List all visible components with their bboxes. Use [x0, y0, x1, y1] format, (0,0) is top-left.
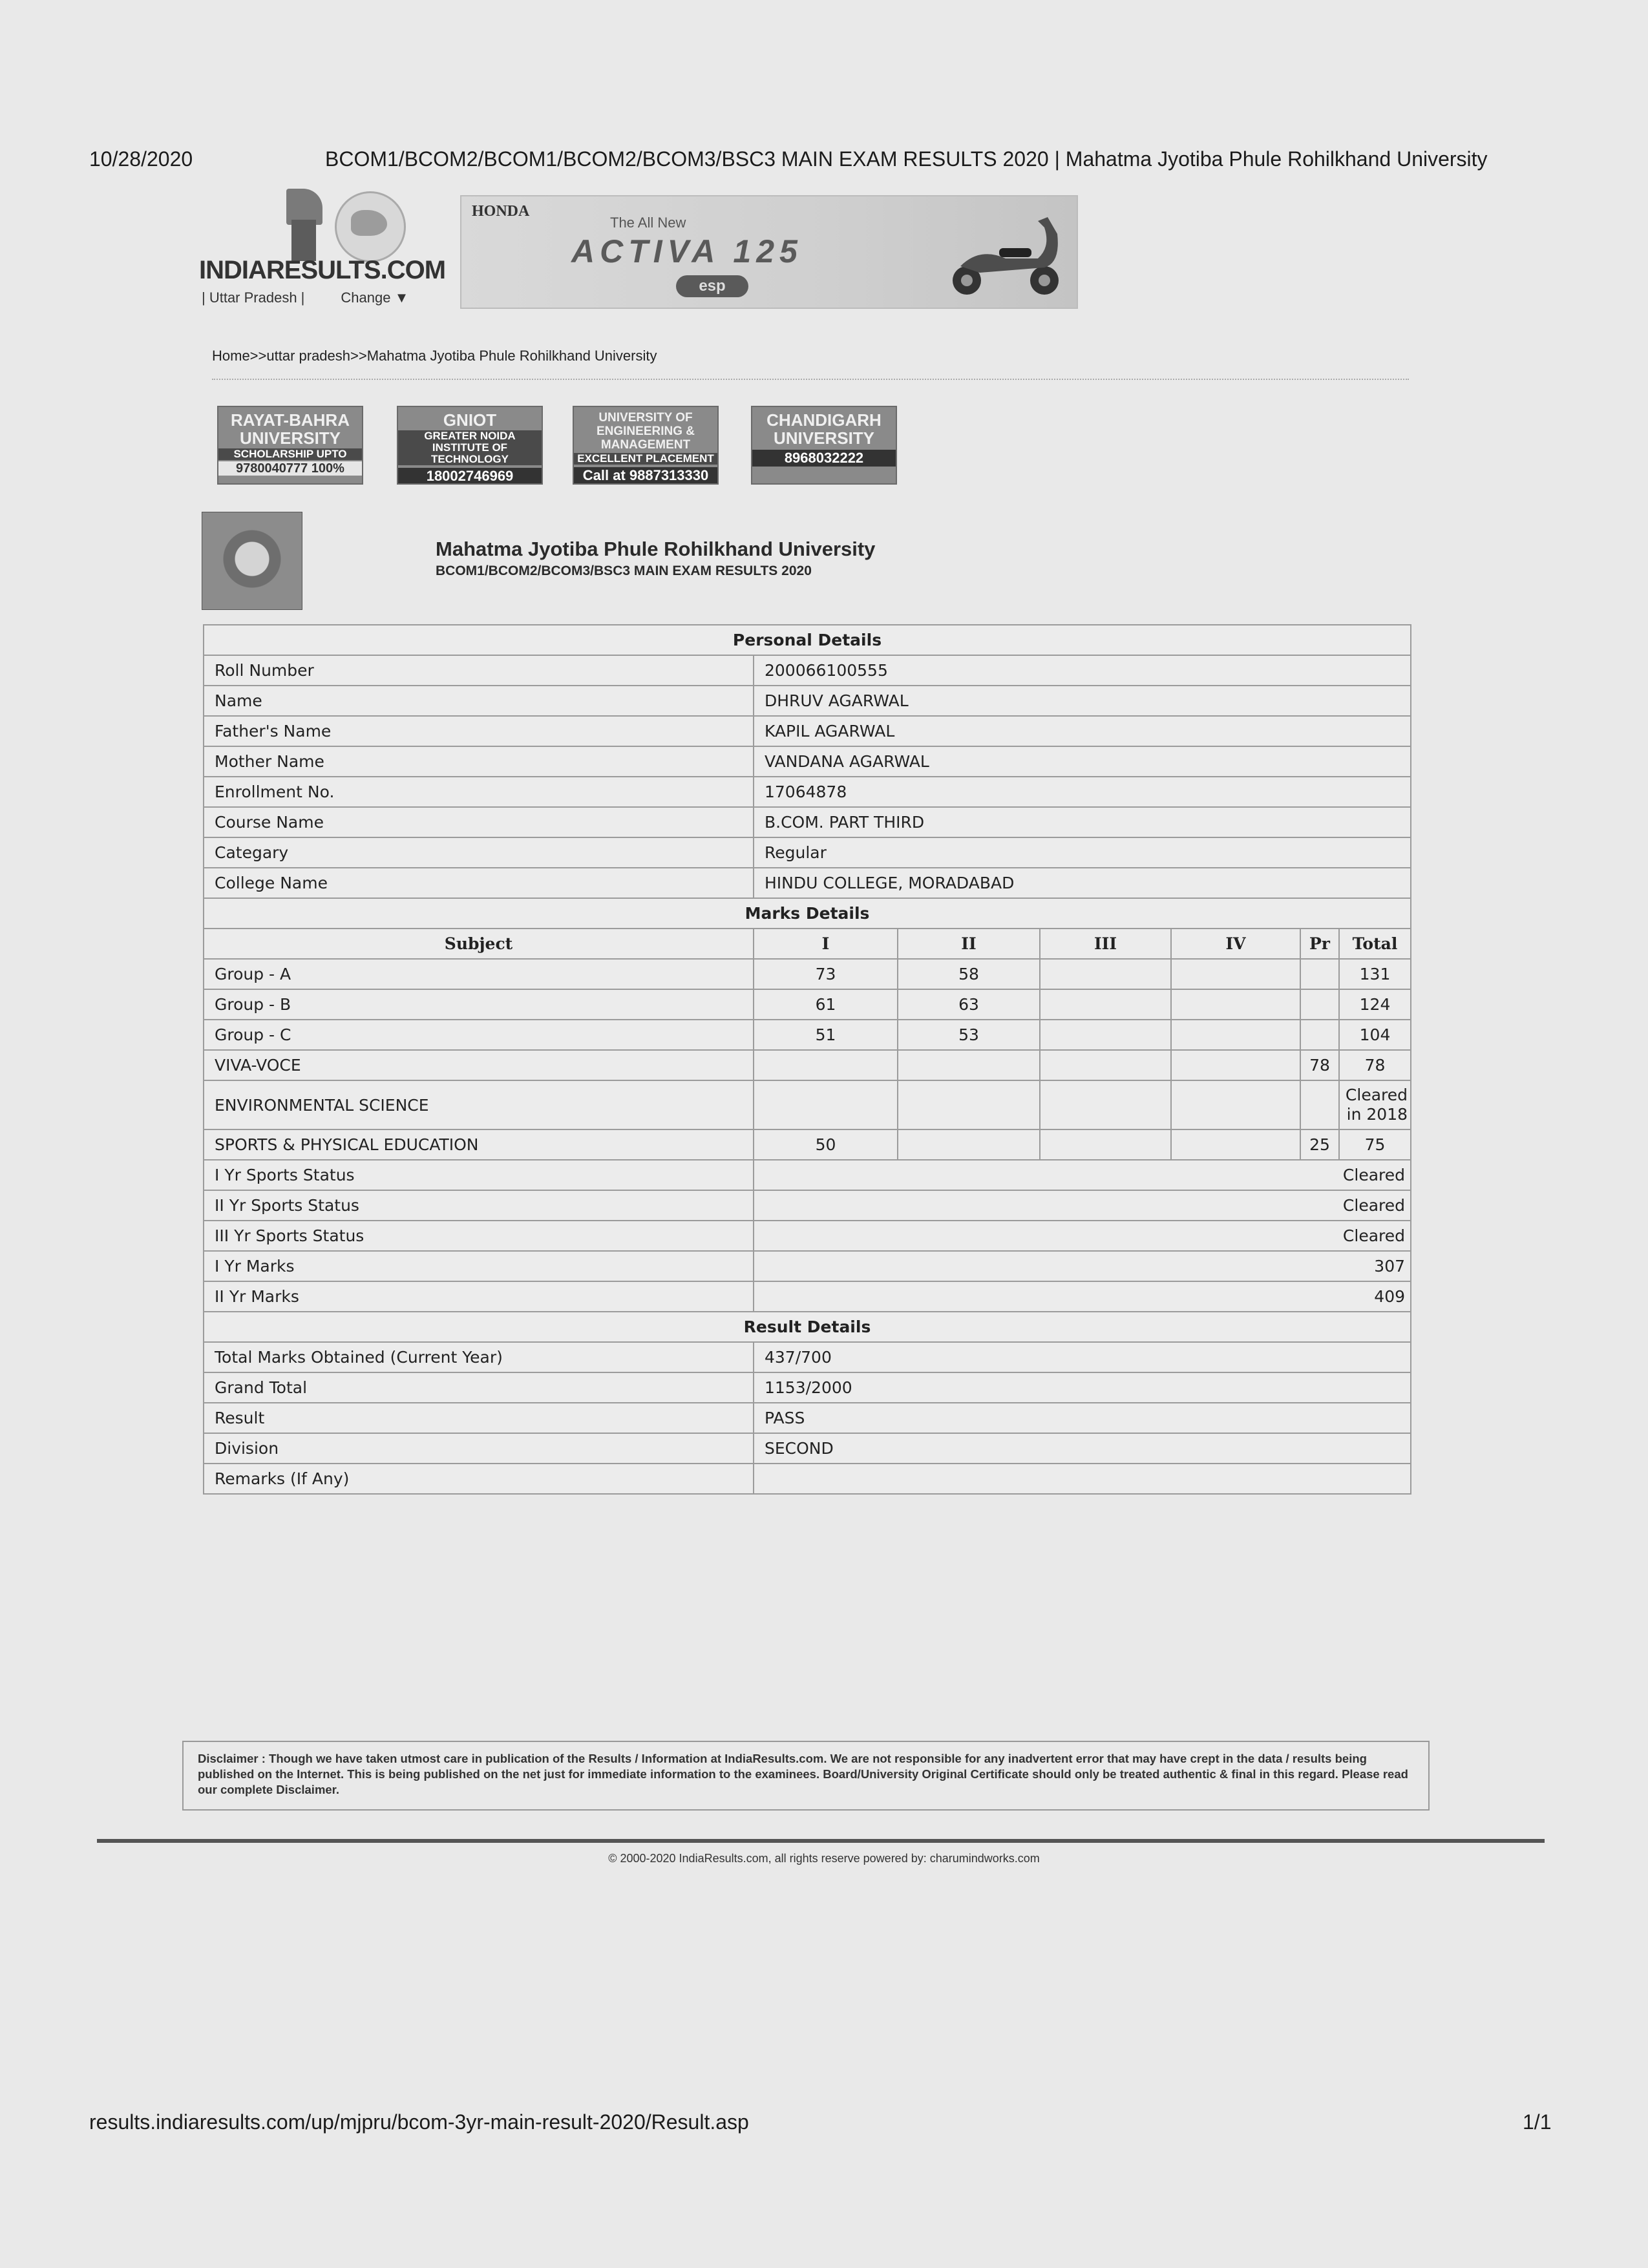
marks-cell: 50 — [754, 1129, 898, 1160]
total-cell: 75 — [1339, 1129, 1411, 1160]
field-label: Name — [204, 686, 754, 716]
field-label: Enrollment No. — [204, 777, 754, 807]
column-header: I — [754, 929, 898, 959]
field-label: I Yr Sports Status — [204, 1160, 754, 1190]
column-header: III — [1040, 929, 1171, 959]
field-value: Cleared — [754, 1160, 1411, 1190]
table-row — [204, 989, 1411, 1020]
table-row — [204, 655, 1411, 686]
field-value: DHRUV AGARWAL — [754, 686, 1411, 716]
breadcrumb[interactable]: Home>>uttar pradesh>>Mahatma Jyotiba Phule Rohilkhand University — [212, 348, 657, 364]
print-url: results.indiaresults.com/up/mjpru/bcom-3yr-main-result-2020/Result.asp — [89, 2110, 749, 2134]
table-row — [204, 1372, 1411, 1403]
field-label: II Yr Marks — [204, 1281, 754, 1312]
ad-uem[interactable] — [573, 406, 719, 485]
subject-name: Group - C — [204, 1020, 754, 1050]
marks-cell — [1171, 959, 1300, 989]
ad-text: SCHOLARSHIP UPTO — [218, 448, 362, 460]
field-value: 17064878 — [754, 777, 1411, 807]
marks-cell — [1171, 1080, 1300, 1129]
field-label: Division — [204, 1433, 754, 1464]
divider — [212, 379, 1409, 380]
field-value: 409 — [754, 1281, 1411, 1312]
table-row — [204, 1403, 1411, 1433]
field-value: VANDANA AGARWAL — [754, 746, 1411, 777]
marks-cell — [754, 1080, 898, 1129]
site-logo-text: INDIARESULTS.COM — [199, 256, 446, 284]
university-seal — [202, 512, 302, 610]
table-row — [204, 1464, 1411, 1494]
ad-phone: 18002746969 — [398, 468, 542, 485]
marks-cell — [1171, 1129, 1300, 1160]
column-header: Total — [1339, 929, 1411, 959]
marks-cell — [898, 1050, 1040, 1080]
marks-cell: 53 — [898, 1020, 1040, 1050]
column-header: Subject — [204, 929, 754, 959]
field-label: College Name — [204, 868, 754, 898]
marks-cell — [754, 1050, 898, 1080]
marks-cell: 58 — [898, 959, 1040, 989]
column-header: Pr — [1300, 929, 1339, 959]
subject-name: Group - B — [204, 989, 754, 1020]
table-row — [204, 807, 1411, 837]
field-value: SECOND — [754, 1433, 1411, 1464]
total-cell: 78 — [1339, 1050, 1411, 1080]
print-date: 10/28/2020 — [89, 147, 193, 171]
field-label: Mother Name — [204, 746, 754, 777]
field-label: Result — [204, 1403, 754, 1433]
table-row — [204, 777, 1411, 807]
marks-cell — [1171, 989, 1300, 1020]
total-cell: Cleared in 2018 — [1339, 1080, 1411, 1129]
section-heading: Marks Details — [204, 898, 1411, 929]
banner-tagline: The All New — [610, 215, 686, 231]
field-label: Remarks (If Any) — [204, 1464, 754, 1494]
copyright: © 2000-2020 IndiaResults.com, all rights reserve powered by: charumindworks.com — [608, 1852, 1040, 1865]
table-row — [204, 1020, 1411, 1050]
marks-cell: 25 — [1300, 1129, 1339, 1160]
scooter-icon — [941, 208, 1070, 299]
marks-cell — [1040, 1080, 1171, 1129]
table-row — [204, 1251, 1411, 1281]
table-row — [204, 1281, 1411, 1312]
banner-badge: esp — [676, 275, 748, 297]
marks-cell: 63 — [898, 989, 1040, 1020]
column-header-row — [204, 929, 1411, 959]
ad-rayat-bahra[interactable] — [217, 406, 363, 485]
field-value: Cleared — [754, 1190, 1411, 1221]
ad-gniot[interactable] — [397, 406, 543, 485]
section-heading: Personal Details — [204, 625, 1411, 655]
total-cell: 124 — [1339, 989, 1411, 1020]
ad-phone: 9780040777 100% — [218, 461, 362, 476]
marks-cell — [1040, 1050, 1171, 1080]
marks-cell — [1040, 989, 1171, 1020]
subject-name: ENVIRONMENTAL SCIENCE — [204, 1080, 754, 1129]
field-value: HINDU COLLEGE, MORADABAD — [754, 868, 1411, 898]
ad-title: UNIVERSITY OF ENGINEERING & MANAGEMENT — [596, 411, 695, 452]
marks-cell: 51 — [754, 1020, 898, 1050]
disclaimer: Disclaimer : Though we have taken utmost care in publication of the Results / Information at IndiaResults.com. We are not responsible for any inadvertent error that may have crept in the data / results being published on the Internet. This is being published on the net just for immediate information to the examinees. Board/University Original Certificate should only be treated authentic & final in this regard. Please read our complete Disclaimer. — [182, 1741, 1430, 1811]
subject-name: Group - A — [204, 959, 754, 989]
field-value: KAPIL AGARWAL — [754, 716, 1411, 746]
subject-name: VIVA-VOCE — [204, 1050, 754, 1080]
ad-phone: Call at 9887313330 — [574, 467, 717, 484]
table-row — [204, 868, 1411, 898]
field-value: Regular — [754, 837, 1411, 868]
marks-cell — [1171, 1020, 1300, 1050]
state-label: | Uttar Pradesh | — [202, 289, 305, 306]
field-value: PASS — [754, 1403, 1411, 1433]
ad-title: CHANDIGARH UNIVERSITY — [766, 410, 882, 448]
table-row — [204, 959, 1411, 989]
marks-cell — [1300, 1080, 1339, 1129]
print-page-title: BCOM1/BCOM2/BCOM1/BCOM2/BCOM3/BSC3 MAIN EXAM RESULTS 2020 | Mahatma Jyotiba Phule Rohilkhand University — [325, 147, 1488, 171]
field-value: B.COM. PART THIRD — [754, 807, 1411, 837]
marks-cell — [1040, 959, 1171, 989]
field-label: II Yr Sports Status — [204, 1190, 754, 1221]
marks-cell — [1171, 1050, 1300, 1080]
field-value: 200066100555 — [754, 655, 1411, 686]
total-cell: 104 — [1339, 1020, 1411, 1050]
field-label: Roll Number — [204, 655, 754, 686]
table-row — [204, 1221, 1411, 1251]
field-label: Categary — [204, 837, 754, 868]
column-header: IV — [1171, 929, 1300, 959]
page-number: 1/1 — [1523, 2110, 1552, 2134]
table-row — [204, 1050, 1411, 1080]
ad-title: GNIOT — [443, 410, 497, 430]
banner-brand: HONDA — [472, 203, 530, 220]
table-row — [204, 686, 1411, 716]
table-row — [204, 1080, 1411, 1129]
marks-cell: 78 — [1300, 1050, 1339, 1080]
table-row — [204, 1129, 1411, 1160]
result-table — [203, 624, 1411, 1495]
marks-cell — [1300, 959, 1339, 989]
state-map-icon — [335, 191, 406, 262]
state-selector — [202, 289, 408, 306]
field-value: 1153/2000 — [754, 1372, 1411, 1403]
field-label: Course Name — [204, 807, 754, 837]
ad-chandigarh[interactable] — [751, 406, 897, 485]
table-row — [204, 1190, 1411, 1221]
field-label: I Yr Marks — [204, 1251, 754, 1281]
change-state-link[interactable]: Change ▼ — [341, 289, 409, 306]
table-row — [204, 1342, 1411, 1372]
field-value: Cleared — [754, 1221, 1411, 1251]
logo-i-icon — [286, 189, 322, 260]
ad-phone: 8968032222 — [752, 450, 896, 467]
field-value: 307 — [754, 1251, 1411, 1281]
marks-cell: 61 — [754, 989, 898, 1020]
column-header: II — [898, 929, 1040, 959]
table-row — [204, 837, 1411, 868]
section-heading: Result Details — [204, 1312, 1411, 1342]
field-label: Grand Total — [204, 1372, 754, 1403]
ad-text: EXCELLENT PLACEMENT — [574, 453, 717, 465]
ad-title: RAYAT-BAHRA UNIVERSITY — [231, 410, 350, 448]
field-value — [754, 1464, 1411, 1494]
field-label: III Yr Sports Status — [204, 1221, 754, 1251]
marks-cell — [898, 1129, 1040, 1160]
table-row — [204, 1433, 1411, 1464]
exam-title: BCOM1/BCOM2/BCOM3/BSC3 MAIN EXAM RESULTS 2020 — [436, 563, 812, 578]
marks-cell — [1040, 1020, 1171, 1050]
field-label: Total Marks Obtained (Current Year) — [204, 1342, 754, 1372]
table-row — [204, 716, 1411, 746]
marks-cell — [1040, 1129, 1171, 1160]
university-name: Mahatma Jyotiba Phule Rohilkhand University — [436, 538, 876, 560]
footer-divider — [97, 1839, 1545, 1843]
marks-cell — [1300, 1020, 1339, 1050]
table-row — [204, 746, 1411, 777]
site-logo[interactable] — [199, 189, 446, 311]
field-label: Father's Name — [204, 716, 754, 746]
subject-name: SPORTS & PHYSICAL EDUCATION — [204, 1129, 754, 1160]
banner-model: ACTIVA 125 — [571, 233, 803, 269]
field-value: 437/700 — [754, 1342, 1411, 1372]
total-cell: 131 — [1339, 959, 1411, 989]
marks-cell: 73 — [754, 959, 898, 989]
marks-cell — [898, 1080, 1040, 1129]
ad-text: GREATER NOIDA INSTITUTE OF TECHNOLOGY — [398, 430, 542, 465]
marks-cell — [1300, 989, 1339, 1020]
table-row — [204, 1160, 1411, 1190]
banner-ad[interactable] — [460, 195, 1078, 309]
